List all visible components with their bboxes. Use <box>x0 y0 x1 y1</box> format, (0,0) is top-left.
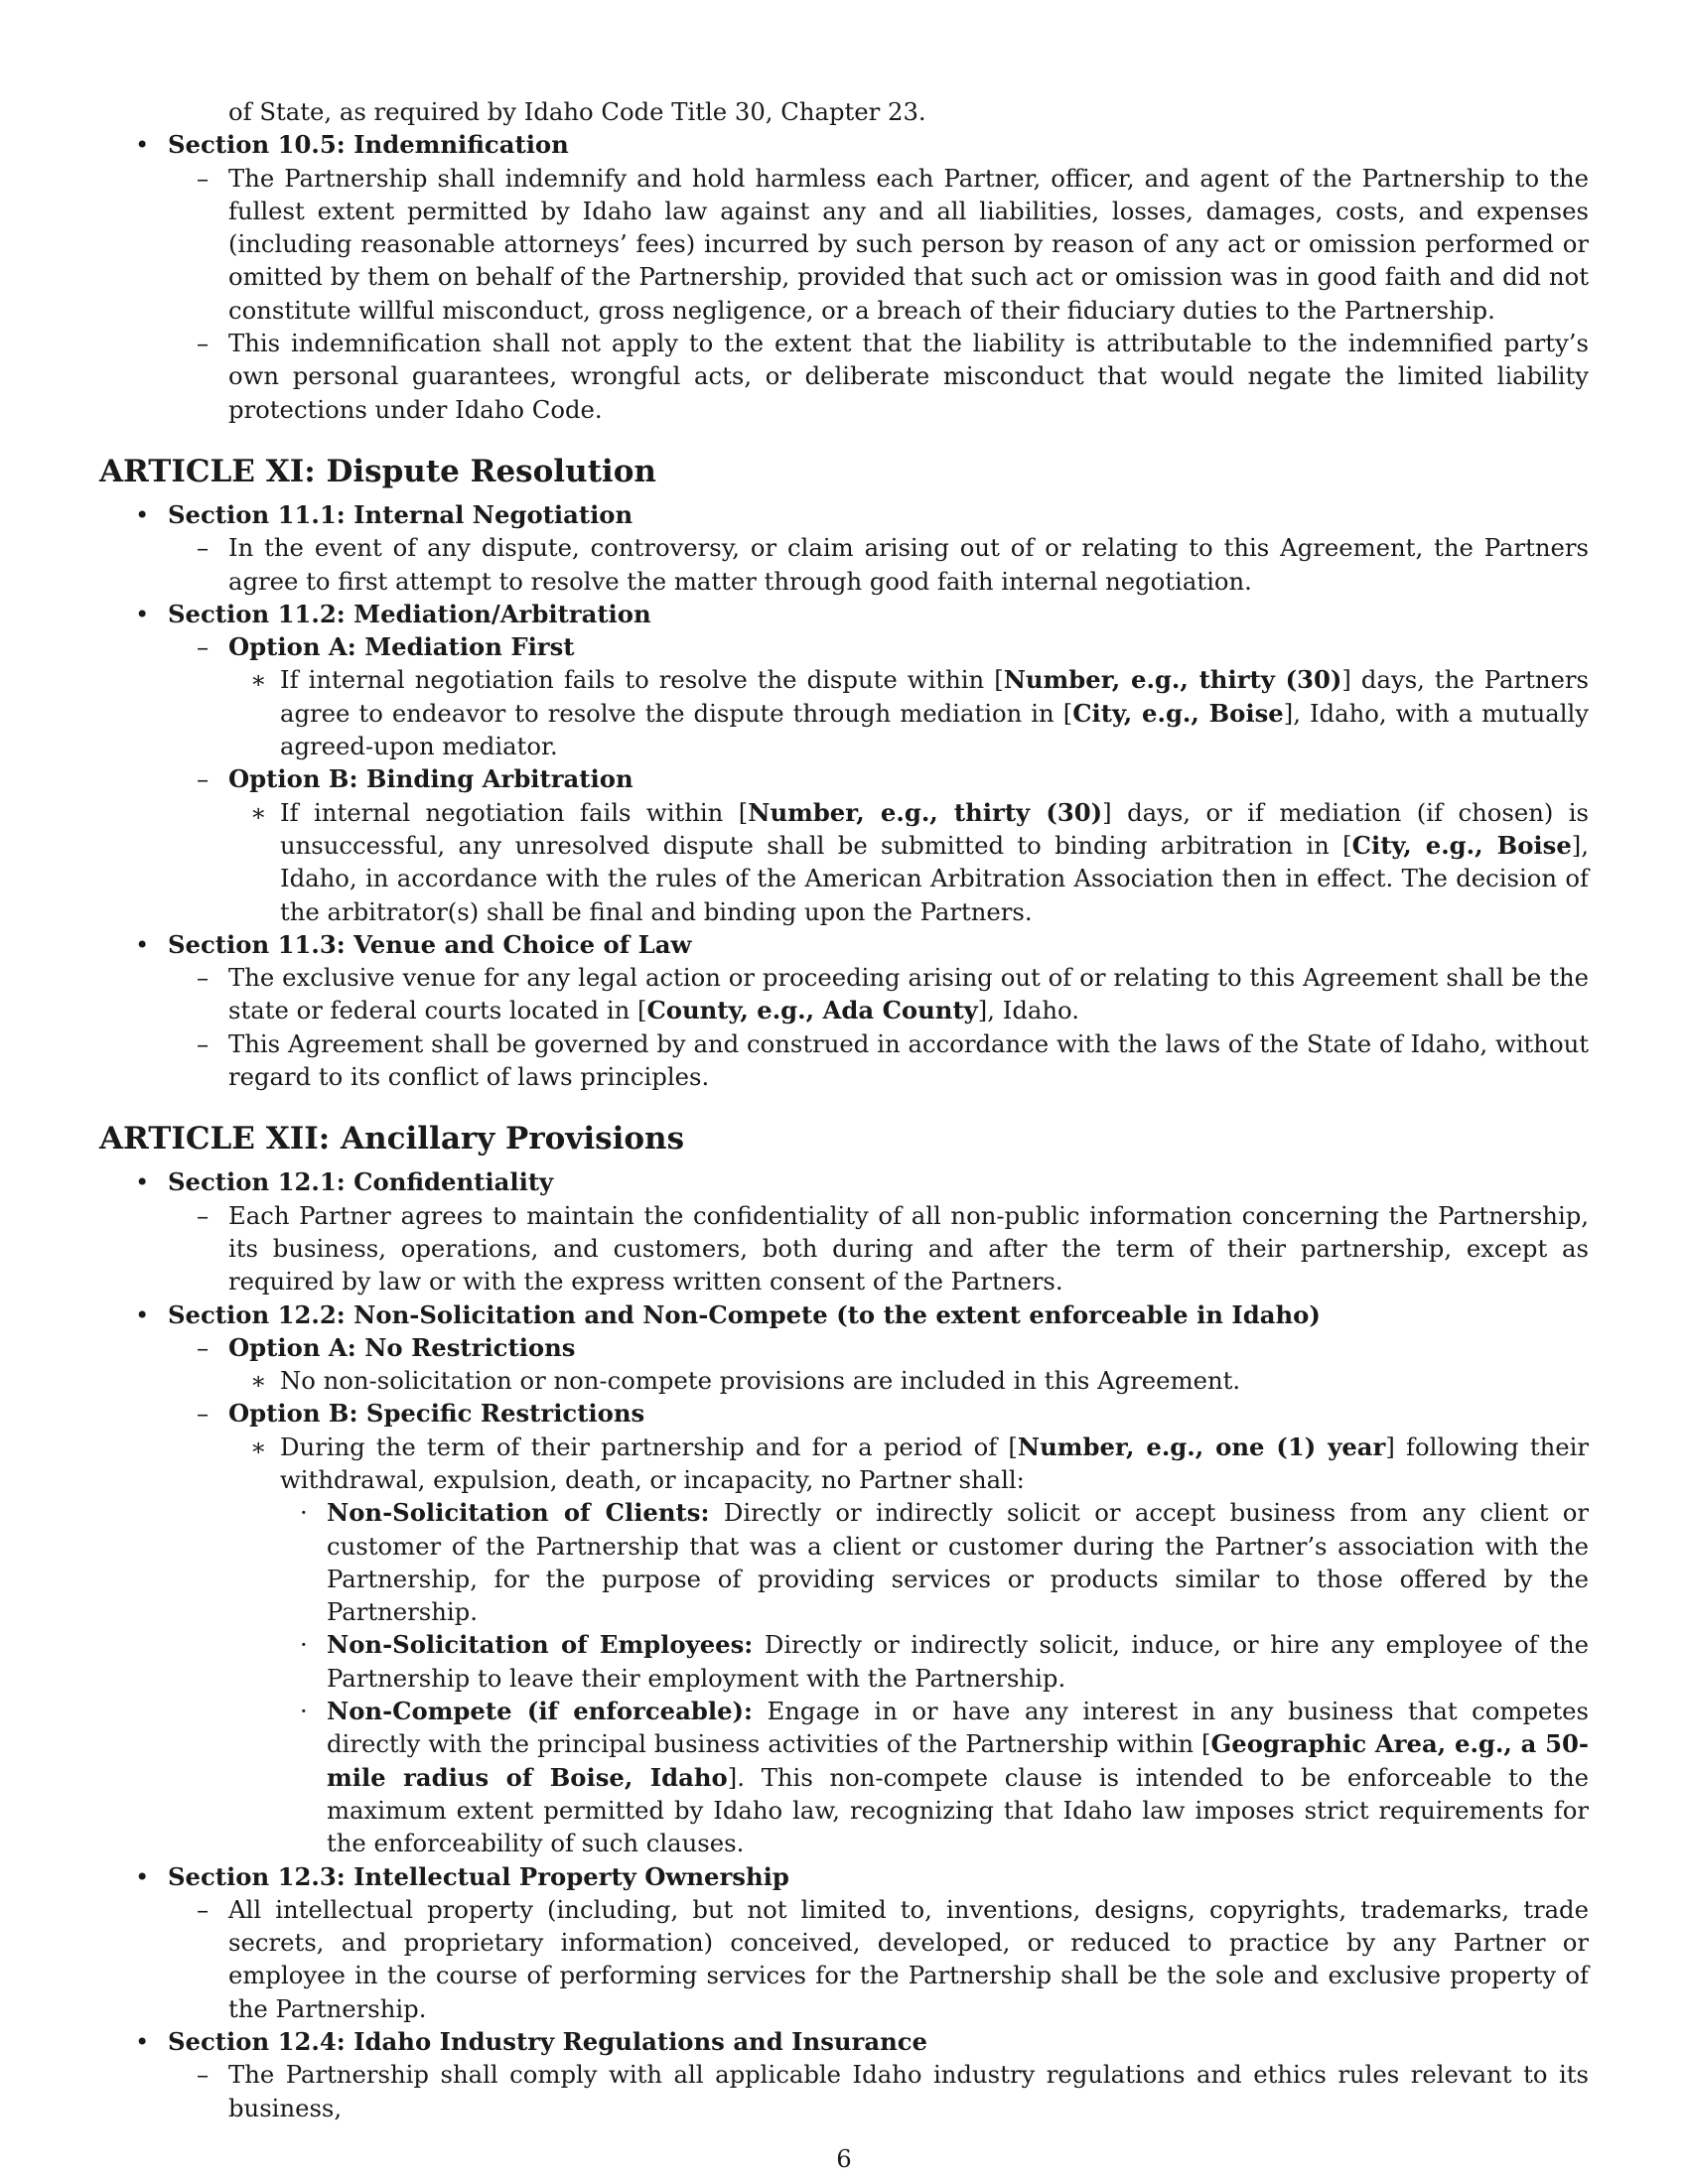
list-item: – All intellectual property (including, but not limited to, inventions, designs, copyrights, trademarks, trade secrets, and proprietary information) conceived, developed, or reduced to practice by any Partner or employee in the course of performing services for the Partnership shall be the sole and exclusive property of the Partnership. <box>197 1894 1589 2023</box>
asterisk-icon: ∗ <box>250 665 267 695</box>
option-b: – Option B: Binding Arbitration <box>99 762 1589 795</box>
section-10-5 <box>99 128 1589 161</box>
document-page <box>99 95 1589 2124</box>
dash-icon: – <box>197 963 210 993</box>
dash-icon: – <box>197 764 210 794</box>
dot-icon: · <box>300 1498 308 1528</box>
section-11-1 <box>99 498 1589 531</box>
list-item: · Non-Solicitation of Clients: Directly or indirectly solicit or accept business from any client or customer of the Partnership that was a client or customer during the Partner’s association with the Partnership, for the purpose of providing services or products similar to those offered by the Partnership. <box>300 1498 1590 1627</box>
list-item: · Non-Solicitation of Employees: Directly or indirectly solicit, induce, or hire any employee of the Partnership to leave their employment with the Partnership. <box>300 1630 1589 1693</box>
bullet-icon: • <box>135 1299 150 1329</box>
bullet-icon: • <box>135 1861 150 1891</box>
list-item: – The exclusive venue for any legal action or proceeding arising out of or relating to this Agreement shall be the state or federal courts located in [County, e.g., Ada County], Idaho. <box>197 963 1589 1025</box>
dash-icon: – <box>197 632 210 662</box>
dot-icon: · <box>300 1697 308 1726</box>
option-b: – Option B: Specific Restrictions <box>99 1397 1589 1430</box>
section-12-1 <box>99 1165 1589 1198</box>
list-item: – This Agreement shall be governed by and construed in accordance with the laws of the State of Idaho, without regard to its conflict of laws principles. <box>197 1028 1589 1092</box>
list-item: – The Partnership shall comply with all applicable Idaho industry regulations and ethics rules relevant to its business, <box>197 2060 1589 2122</box>
bullet-icon: • <box>135 929 150 959</box>
asterisk-icon: ∗ <box>250 797 267 827</box>
list-item: – The Partnership shall indemnify and hold harmless each Partner, officer, and agent of the Partnership to the fullest extent permitted by Idaho law against any and all liabilities, losses, damages, costs, and expenses (including reasonable attorneys’ fees) incurred by such person by reason of any act or omission performed or omitted by them on behalf of the Partnership, provided that such act or omission was in good faith and did not constitute willful misconduct, gross negligence, or a breach of their fiduciary duties to the Partnership. <box>197 163 1589 325</box>
bullet-icon: • <box>135 499 150 529</box>
dash-icon: – <box>197 1200 210 1230</box>
list-item: ∗ If internal negotiation fails within [Number, e.g., thirty (30)] days, or if mediation (if chosen) is unsuccessful, any unresolved dispute shall be submitted to binding arbitration in [City, e.g., Boise], Idaho, in accordance with the rules of the American Arbitration Association then in effect. The decision of the arbitrator(s) shall be final and binding upon the Partners. <box>250 797 1589 926</box>
section-12-3 <box>99 1860 1589 1893</box>
section-title: Section 12.3: Intellectual Property Ownership <box>168 1861 789 1891</box>
list-item: ∗ No non-solicitation or non-compete provisions are included in this Agreement. <box>99 1364 1589 1397</box>
dash-icon: – <box>197 1894 210 1924</box>
dash-icon: – <box>197 163 210 193</box>
section-title: Section 11.1: Internal Negotiation <box>168 499 633 529</box>
list-item: ∗ If internal negotiation fails to resolve the dispute within [Number, e.g., thirty (30)] days, the Partners agree to endeavor to resolve the dispute through mediation in [City, e.g., Boise], Idaho, with a mutually agreed-upon mediator. <box>250 665 1589 761</box>
section-title: Section 10.5: Indemnification <box>168 130 569 160</box>
section-title: Section 11.3: Venue and Choice of Law <box>168 929 692 959</box>
list-item: ∗ During the term of their partnership and for a period of [Number, e.g., one (1) year] following their withdrawal, expulsion, death, or incapacity, no Partner shall: <box>250 1432 1589 1494</box>
carryover-line: of State, as required by Idaho Code Title 30, Chapter 23. <box>228 97 926 126</box>
dash-icon: – <box>197 2060 210 2090</box>
section-11-2 <box>99 598 1589 630</box>
article-heading: ARTICLE XI: Dispute Resolution <box>99 453 656 489</box>
section-title: Section 11.2: Mediation/Arbitration <box>168 599 651 628</box>
asterisk-icon: ∗ <box>250 1366 267 1396</box>
dot-icon: · <box>300 1630 308 1660</box>
dash-icon: – <box>197 533 210 563</box>
bullet-icon: • <box>135 2027 150 2057</box>
option-a: – Option A: No Restrictions <box>99 1331 1589 1364</box>
section-title: Section 12.4: Idaho Industry Regulations and Insurance <box>168 2027 928 2057</box>
section-title: Section 12.1: Confidentiality <box>168 1167 554 1197</box>
dash-icon: – <box>197 1028 210 1058</box>
list-item: · Non-Compete (if enforceable): Engage in or have any interest in any business that competes directly with the principal business activities of the Partnership within [Geographic Area, e.g., a 50-mile radius of Boise, Idaho]. This non-compete clause is intended to be enforceable to the maximum extent permitted by Idaho law, recognizing that Idaho law imposes strict requirements for the enforceability of such clauses. <box>300 1697 1589 1858</box>
page-number: 6 <box>836 2144 852 2173</box>
section-title: Section 12.2: Non-Solicitation and Non-Compete (to the extent enforceable in Idaho) <box>168 1299 1321 1329</box>
list-item: – In the event of any dispute, controversy, or claim arising out of or relating to this Agreement, the Partners agree to first attempt to resolve the matter through good faith internal negotiation. <box>197 533 1589 596</box>
bullet-icon: • <box>135 599 150 628</box>
list-item: – Each Partner agrees to maintain the confidentiality of all non-public information concerning the Partnership, its business, operations, and customers, both during and after the term of their partnership, except as required by law or with the express written consent of the Partners. <box>197 1200 1589 1297</box>
article-heading: ARTICLE XII: Ancillary Provisions <box>99 1121 685 1158</box>
section-12-2 <box>99 1298 1589 1331</box>
dash-icon: – <box>197 1399 210 1429</box>
option-a: – Option A: Mediation First <box>99 630 1589 663</box>
bullet-icon: • <box>135 130 150 160</box>
bullet-icon: • <box>135 1167 150 1197</box>
asterisk-icon: ∗ <box>250 1432 267 1461</box>
section-12-4 <box>99 2025 1589 2058</box>
dash-icon: – <box>197 329 210 358</box>
section-11-3 <box>99 928 1589 961</box>
list-item: – This indemnification shall not apply to the extent that the liability is attributable to the indemnified party’s own personal guarantees, wrongful acts, or deliberate misconduct that would negate the limited liability protections under Idaho Code. <box>197 329 1589 424</box>
dash-icon: – <box>197 1332 210 1362</box>
